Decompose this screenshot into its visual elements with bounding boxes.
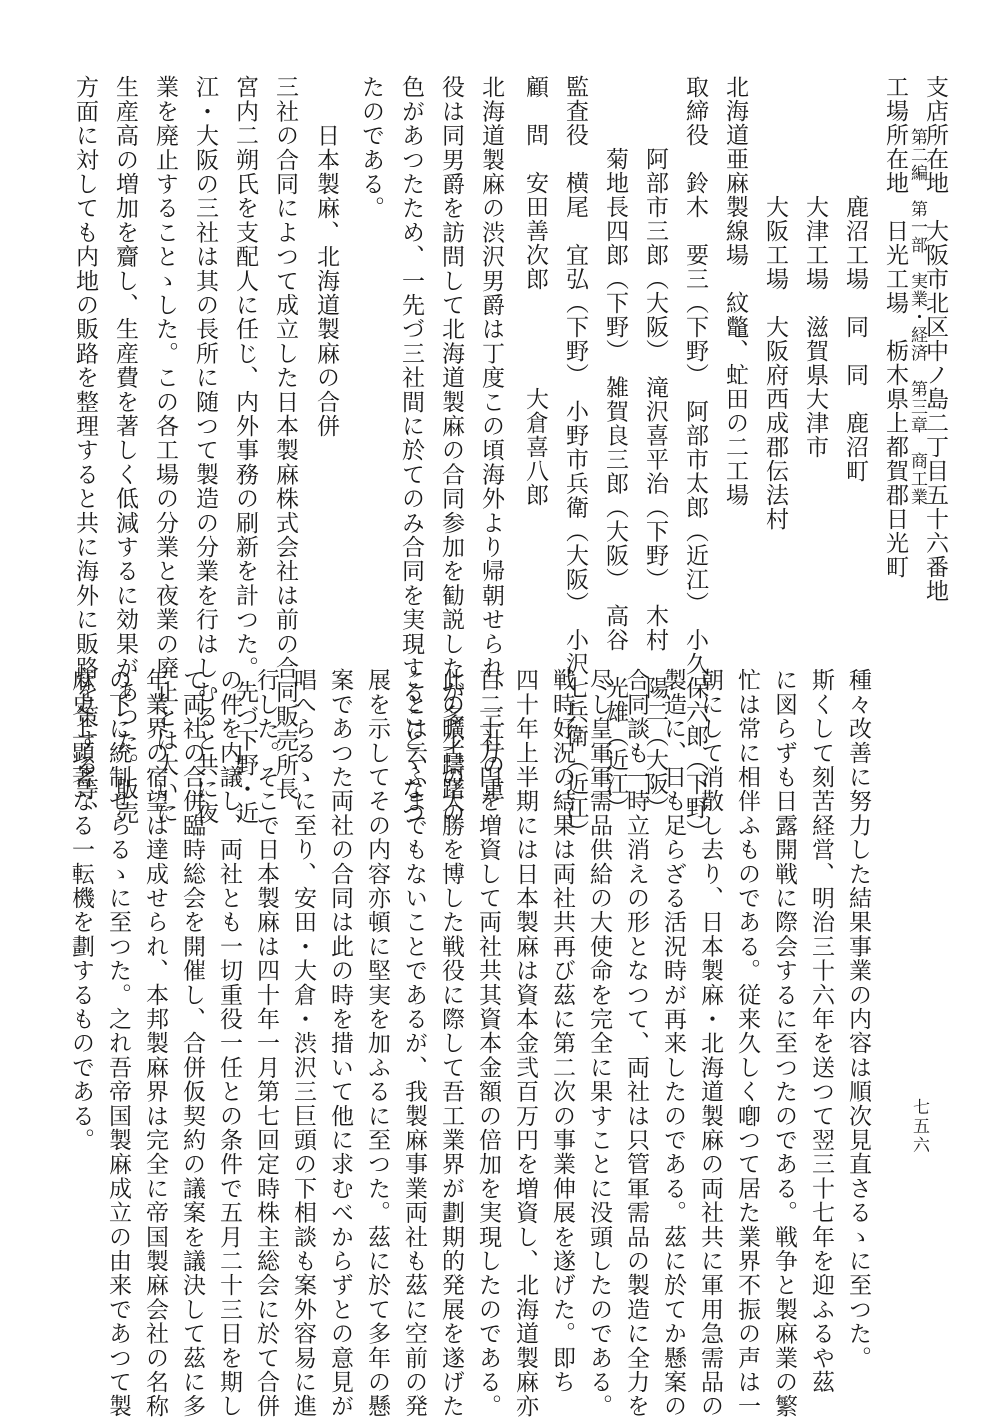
upper-column: 日本製麻、北海道製麻の合併 <box>313 75 339 438</box>
lower-column: の件を内議し、両社とも一切重役一任との条件で五月二十三日を期し <box>216 668 242 1418</box>
lower-column: 合同談も一時立消えの形となつて、両社は只管軍需品の製造に全力を <box>623 668 649 1418</box>
upper-column: 菊地長四郎（下野） 雑賀良三郎（大阪） 高谷 光雄（近江） <box>602 75 628 820</box>
lower-column: 斯くして刻苦経営、明治三十六年を送つて翌三十七年を迎ふるや茲 <box>808 668 834 1394</box>
lower-column: 唱へらるゝに至り、安田・大倉・渋沢三巨頭の下相談も案外容易に進 <box>290 668 316 1418</box>
lower-column: 製造に、日も足らざる活況時が再来したのである。茲に於てか懸案の <box>660 668 686 1418</box>
upper-column: 北海道亜麻製線場 紋鼈、虻田の二工場 <box>722 75 748 507</box>
upper-column: 色があつたため、一先づ三社間に於てのみ合同を実現することゝなつ <box>398 75 424 826</box>
lower-column: ことは云ふまでもないことであるが、我製麻事業両社も茲に空前の発 <box>401 668 427 1418</box>
lower-column: 麻史上顕著なる一転機を劃するものである。 <box>68 668 94 1152</box>
lower-column: 戦時好況の結果は両社共再び茲に第二次の事業伸展を遂げた。即ち <box>549 668 575 1394</box>
upper-column: 方面に対しても内地の販路を整理すると共に海外に販路を策する等、 <box>72 75 98 826</box>
upper-column: 取締役 鈴木 要三（下野） 阿部市太郎（近江） 小久保六郎（下野） <box>682 75 708 844</box>
lower-column: の下に統制せらるゝに至つた。之れ吾帝国製麻成立の由来であつて製 <box>105 668 131 1418</box>
lower-column: 行した。そこで日本製麻は四十年一月第七回定時株主総会に於て合併 <box>253 668 279 1418</box>
lower-column: 案であつた両社の合同は此の時を措いて他に求むべからずとの意見が <box>327 668 353 1418</box>
lower-column: 百二十万円を増資して両社共其資本金額の倍加を実現したのである。 <box>475 668 501 1418</box>
upper-column: 生産高の増加を齎し、生産費を著しく低減するに効果があつた。販売 <box>112 75 138 826</box>
upper-column: 監査役 横尾 宜弘（下野） 小野市兵衛（大阪） 小沢七兵衛（近江） <box>562 75 588 844</box>
lower-column: て両社の合併臨時総会を開催し、合併仮契約の議案を議決して茲に多 <box>179 668 205 1418</box>
lower-column: 展を示してその内容亦頓に堅実を加ふるに至つた。茲に於て多年の懸 <box>364 668 390 1418</box>
upper-column: 業を廃止することゝした。この各工場の分業と夜業の廃止とは大いに <box>152 75 178 826</box>
lower-column: 四十年上半期には日本製麻は資本金弐百万円を増資し、北海道製麻亦 <box>512 668 538 1418</box>
upper-column: 鹿沼工場 同 同 鹿沼町 <box>842 75 868 483</box>
upper-column: 三社の合同によつて成立した日本製麻株式会社は前の合同販売所長 <box>272 75 298 801</box>
page-number: 七五六 <box>909 1098 929 1155</box>
lower-column: に図らずも日露開戦に際会するに至つたのである。戦争と製麻業の繁 <box>771 668 797 1418</box>
lower-column: 尽し皇軍軍需品供給の大使命を完全に果すことに没頭したのである。 <box>586 668 612 1418</box>
upper-column: 大津工場 滋賀県大津市 <box>802 75 828 459</box>
upper-column: 江・大阪の三社は其の長所に随つて製造の分業を行はしむると共に夜 <box>192 75 218 826</box>
upper-column: 宮内二朔氏を支配人に任じ、内外事務の刷新を計つた。先づ下野・近 <box>232 75 258 826</box>
lower-column: 此の曠古の大勝を博した戦役に際して吾工業界が劃期的発展を遂げた <box>438 668 464 1418</box>
lower-text-block <box>0 668 1004 1418</box>
upper-column: 阿部市三郎（大阪） 滝沢喜平治（下野） 木村 陽二（大阪） <box>642 75 668 820</box>
running-head: 第二編 第一部 実業・経済 第三章 商工業 <box>907 128 927 506</box>
lower-column: 種々改善に努力した結果事業の内容は順次見直さるゝに至つた。 <box>845 668 871 1370</box>
upper-column: 大阪工場 大阪府西成郡伝法村 <box>762 75 788 531</box>
lower-column: 朝にして消散し去り、日本製麻・北海道製麻の両社共に軍用急需品の <box>697 668 723 1418</box>
lower-column: 年業界の宿望は達成せられ、本邦製麻界は完全に帝国製麻会社の名称 <box>142 668 168 1418</box>
upper-text-block <box>0 75 1004 844</box>
upper-column: 北海道製麻の渋沢男爵は丁度この頃海外より帰朝せられ、三社の重 <box>478 75 504 801</box>
upper-column: 役は同男爵を訪問して北海道製麻の合同参加を勧説したが多少躊躇の <box>438 75 464 826</box>
upper-column: 顧 問 安田善次郎 大倉喜八郎 <box>522 75 548 507</box>
upper-column: 工場所在地 日光工場 栃木県上都賀郡日光町 <box>882 75 908 579</box>
lower-column: 忙は常に相伴ふものである。従来久しく喞つて居た業界不振の声は一 <box>734 668 760 1418</box>
upper-column: 支店所在地 大阪市北区中ノ島二丁目五十六番地 <box>922 75 948 603</box>
upper-column: たのである。 <box>358 75 384 221</box>
